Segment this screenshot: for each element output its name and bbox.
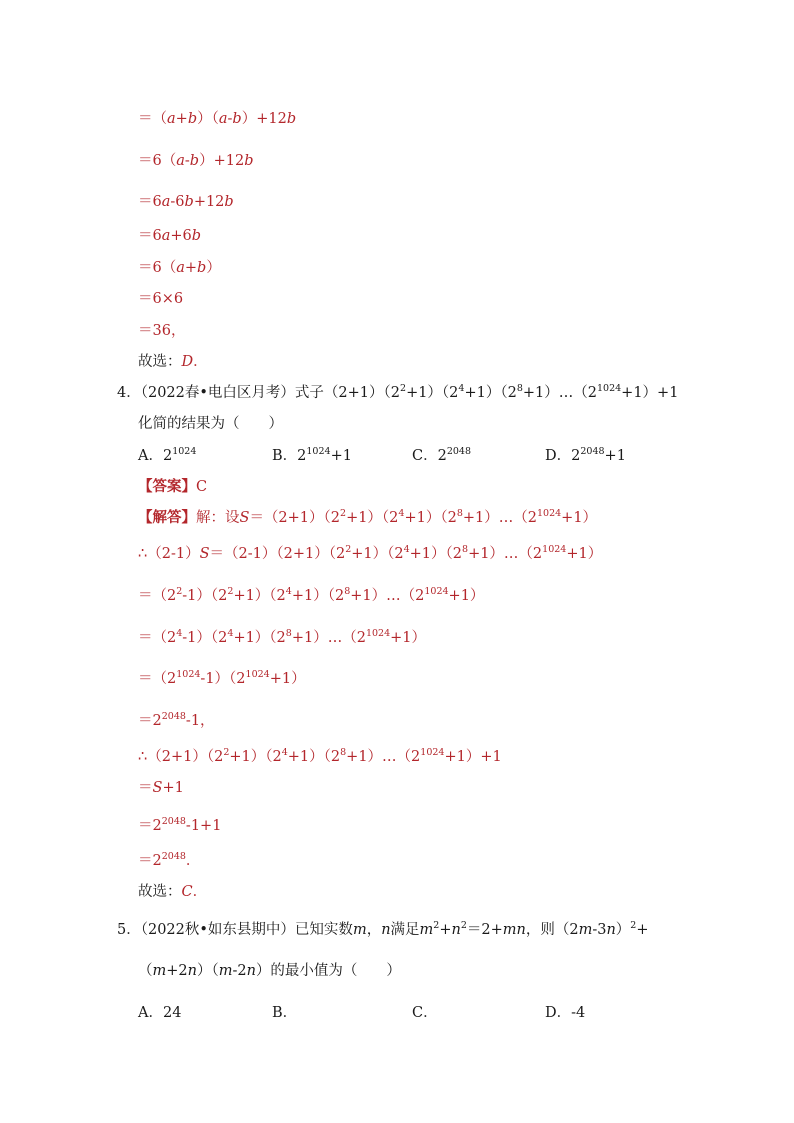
derivation-line-6: ＝6×6: [138, 291, 184, 307]
q4-answer: 【答案】C: [138, 478, 208, 495]
derivation-line-2: ＝6（a-b）+12b: [138, 153, 254, 169]
q4-solution-line-1: 【解答】解：设$S=(2+1)(2^2+1)(2^4+1)(2^8+1)\dots(2^{1024}+1)$: [138, 508, 598, 526]
q4-option-c: C．$2^{2048}$: [412, 446, 472, 464]
q4-solution-line-9: $=2^{2048}-1+1$: [138, 816, 222, 834]
derivation-line-3: ＝6a-6b+12b: [138, 194, 234, 210]
q4-stem-line-2: 化简的结果为（ ）: [138, 416, 283, 432]
q5-option-c: C．: [412, 1005, 438, 1021]
q4-solution-line-2: $\therefore(2-1)S=(2-1)(2+1)(2^2+1)(2^4+1)(2^8+1)\dots(2^{1024}+1)$: [138, 544, 603, 562]
q4-solution-line-7: $\therefore(2+1)(2^2+1)(2^4+1)(2^8+1)\dots(2^{1024}+1)+1$: [138, 747, 502, 765]
q4-stem-line-1: 4．（2022春•电白区月考）式子$(2+1)(2^2+1)(2^4+1)(2^8+1)\dots(2^{1024}+1)+1$: [117, 383, 679, 401]
derivation-line-1: ＝（a+b）（a-b）+12b: [138, 111, 297, 127]
derivation-line-5: ＝6（a+b）: [138, 260, 221, 276]
q4-solution-line-5: $=(2^{1024}-1)(2^{1024}+1)$: [138, 669, 306, 687]
q4-solution-line-6: $=2^{2048}-1$，: [138, 711, 215, 729]
q5-stem-line-1: 5．（2022秋•如东县期中）已知实数m，n满足$m^2+n^2=2+mn$，则$(2m-3n)^2+$: [117, 920, 649, 938]
q4-solution-line-4: $=(2^4-1)(2^4+1)(2^8+1)\dots(2^{1024}+1)$: [138, 628, 427, 646]
q4-option-d: D．$2^{2048}+1$: [545, 446, 626, 464]
q4-solution-line-3: $=(2^2-1)(2^2+1)(2^4+1)(2^8+1)\dots(2^{1024}+1)$: [138, 586, 485, 604]
q5-stem-line-2: （m+2n）（m-2n）的最小值为（ ）: [138, 963, 401, 979]
derivation-line-7: ＝36，: [138, 323, 186, 339]
derivation-choice: 故选：D．: [138, 354, 208, 370]
q5-option-d: D．-4: [545, 1005, 586, 1021]
q4-option-a: A．$2^{1024}$: [138, 446, 197, 464]
q4-solution-line-10: $=2^{2048}$．: [138, 851, 201, 869]
derivation-line-4: ＝6a+6b: [138, 228, 202, 244]
q5-option-b: B．: [272, 1005, 298, 1021]
q4-choice: 故选：C．: [138, 884, 208, 900]
q4-option-b: B．$2^{1024}+1$: [272, 446, 352, 464]
q4-solution-line-8: ＝S+1: [138, 780, 184, 796]
q5-option-a: A．24: [138, 1005, 182, 1021]
